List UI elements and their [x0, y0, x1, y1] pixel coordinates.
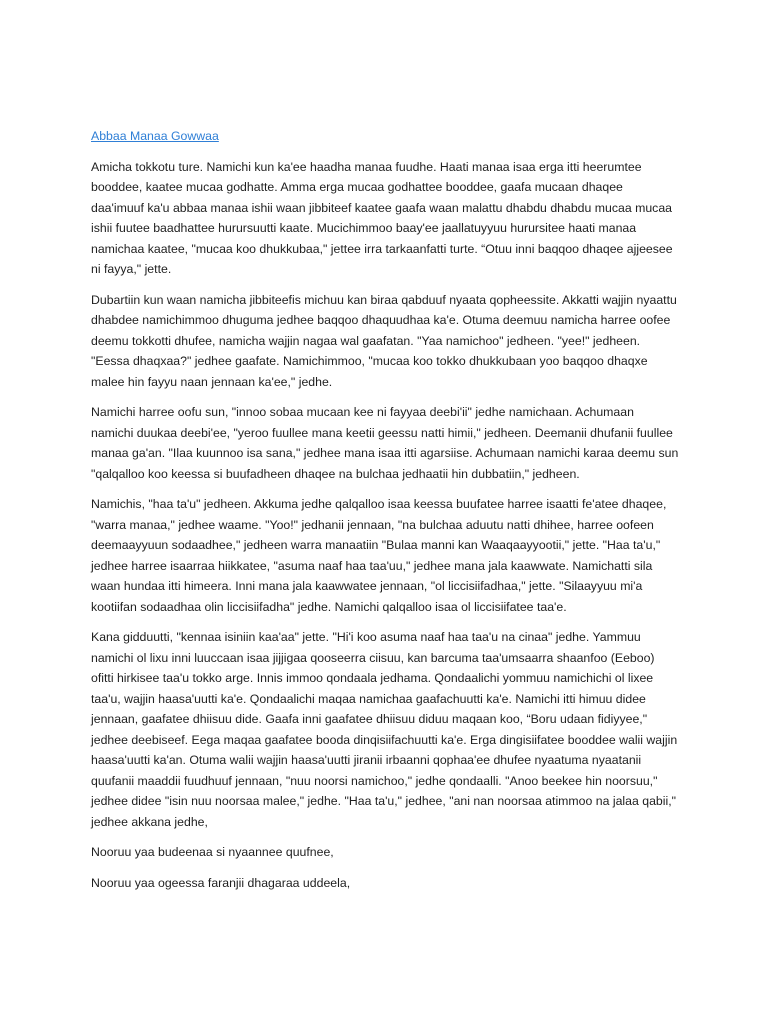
paragraph-2: Dubartiin kun waan namicha jibbiteefis michuu kan biraa qabduuf nyaata qopheessite. Akkatti wajjin nyaattu dhabdee namichimmoo dhuguma jedhee baqqoo dhaquudhaa ka'e. Otuma deemuu namicha harree oofee deemu tokkotti dhufee, namicha wajjin nagaa wal gaafatan. "Yaa namichoo" jedheen. "yee!" jedheen. "Eessa dhaqxaa?" jedhee gaafate. Namichimmoo, "mucaa koo tokko dhukkubaan yoo baqqoo dhaqxe malee hin fayyu naan jennaan ka'ee," jedhe. — [91, 292, 677, 389]
paragraph-4: Namichis, "haa ta'u" jedheen. Akkuma jedhe qalqalloo isaa keessa buufatee harree isaatti fe'atee dhaqee, "warra manaa," jedhee waame. "Yoo!" jedhanii jennaan, "na bulchaa aduutu natti dhihee, harree oofeen deemaayyuun sodaadhee," jedheen warra manaatiin "Bulaa manni kan Waaqaayyootii," jette. "Haa ta'u," jedhee harree isaarraa hiikkatee, "asuma naaf haa taa'uu," jedhee mana jala kaawwate. Namichatti sila waan hundaa itti himeera. Inni mana jala kaawwatee jennaan, "ol liccisiifadhaa," jette. "Silaayyuu mi'a kootiifan sodaadhaa olin liccisiifadha" jedhe. Namichi qalqalloo isaa ol liccisiifatee taa'e. — [91, 497, 667, 614]
document-page — [91, 126, 679, 903]
verse-line-2: Nooruu yaa ogeessa faranjii dhagaraa uddeela, — [91, 875, 351, 890]
paragraph-5: Kana gidduutti, "kennaa isiniin kaa'aa" jette. "Hi'i koo asuma naaf haa taa'u na cinaa" jedhe. Yammuu namichi ol lixu inni luuccaan isaa jijjigaa qooseerra ciisuu, kan barcuma taa'umsaarra shaanfoo (Eeboo) ofitti hirkisee taa'u tokko arge. Innis immoo qondaala jedhama. Qondaalichi yommuu namichichi ol lixee taa'u, wajjin haasa'uutti ka'e. Qondaalichi maqaa namichaa gaafachuutti ka'e. Namichi itti himuu didee jennaan, gaafatee dhiisuu dide. Gaafa inni gaafatee dhiisuu diduu maqaan koo, “Boru udaan fidiyyee," jedhee deebiseef. Eega maqaa gaafatee booda dinqisiifachuutti ka'e. Erga dingisiifatee booddee walii wajjin haasa'uutti ka'an. Otuma walii wajjin haasa'uutti jiranii irbaanni qophaa'ee dhufee nyaatuma nyaatanii quufanii maaddii fuudhuuf jennaan, "nuu noorsi namichoo," jedhe qondaalli. "Anoo beekee hin noorsuu," jedhee didee "isin nuu noorsaa malee," jedhe. "Haa ta'u," jedhee, "ani nan noorsaa atimmoo na jalaa qabii," jedhee akkana jedhe, — [91, 630, 678, 829]
paragraph-3: Namichi harree oofu sun, "innoo sobaa mucaan kee ni fayyaa deebi'ii" jedhe namichaan. Achumaan namichi duukaa deebi'ee, "yeroo fuullee mana keetii geessu natti himii," jedheen. Deemanii dhufanii fuullee manaa ga'an. "Ilaa kuunnoo isa sana," jedhee mana isaa itti agarsiise. Achumaan namichi karaa deemu sun "qalqalloo koo keessa si buufadheen dhaqee na bulchaa jedhaatii hin dubbatiin," jedheen. — [91, 405, 679, 481]
paragraph-1: Amicha tokkotu ture. Namichi kun ka'ee haadha manaa fuudhe. Haati manaa isaa erga itti heerumtee booddee, kaatee mucaa godhatte. Amma erga mucaa godhattee booddee, gaafa mucaan dhaqee daa'imuuf ka'u abbaa manaa ishii waan jibbiteef kaatee gaafa waan malattu dhabdu dhabdu mucaa mucaa ishii fuutee baadhattee hurursuutti kaate. Mucichimmoo baay'ee jaallatuyyuu hurursitee haati manaa namichaa kaatee, "mucaa koo dhukkubaa," jettee irra tarkaanfatti turte. “Otuu inni baqqoo dhaqee ajjeesee ni fayya," jette. — [91, 159, 673, 276]
verse-line-1: Nooruu yaa budeenaa si nyaannee quufnee, — [91, 845, 334, 859]
document-title-link[interactable]: Abbaa Manaa Gowwaa — [91, 129, 219, 143]
